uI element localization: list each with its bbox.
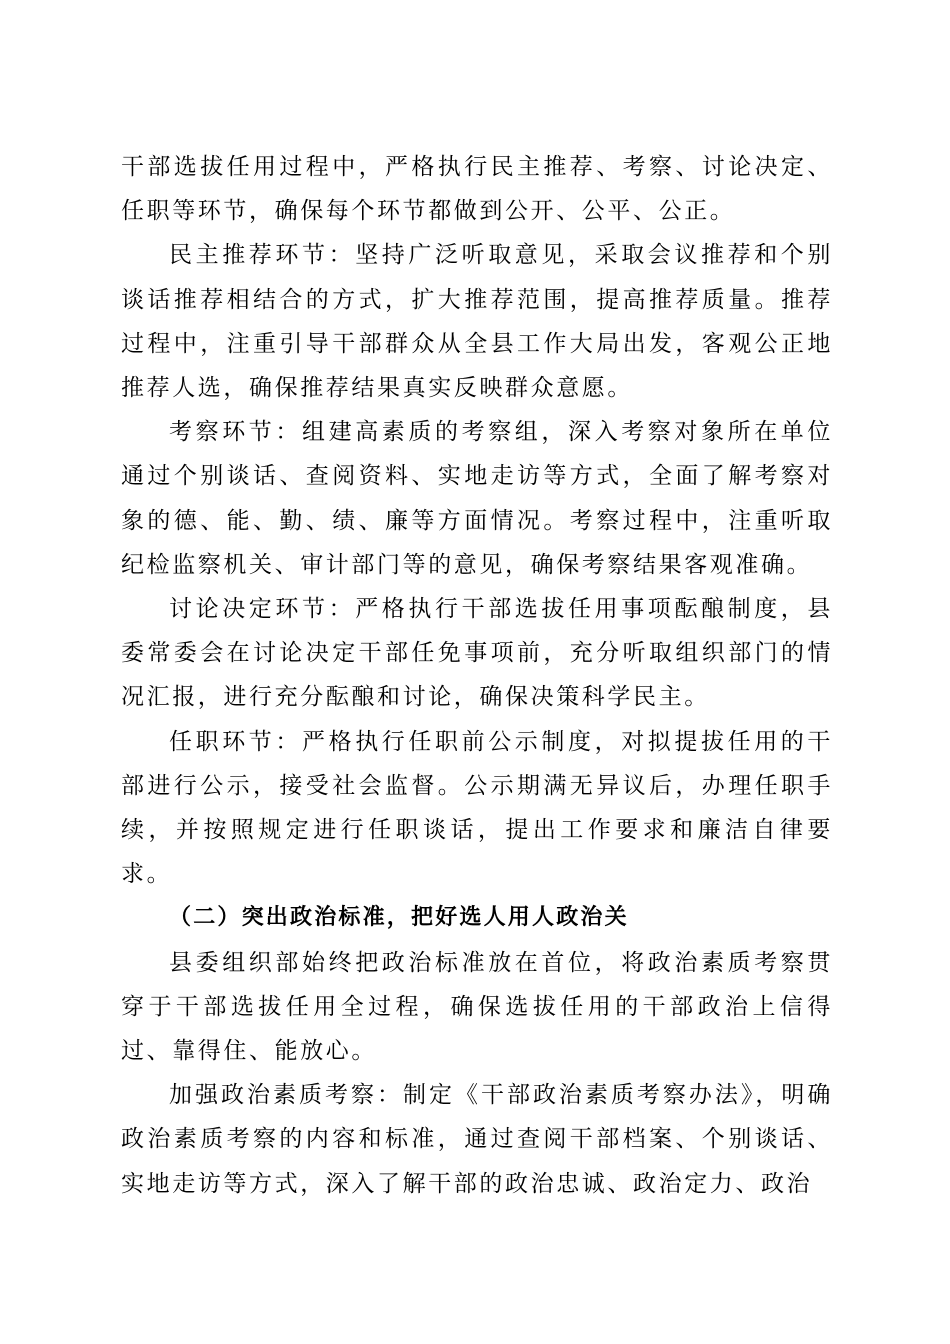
paragraph-democratic-recommendation: 民主推荐环节：坚持广泛听取意见，采取会议推荐和个别谈话推荐相结合的方式，扩大推荐范围，提高推荐质量。推荐过程中，注重引导干部群众从全县工作大局出发，客观公正地推荐人选，确保推荐结果真实反映群众意愿。 xyxy=(121,242,833,402)
paragraph-political-standard: 县委组织部始终把政治标准放在首位，将政治素质考察贯穿于干部选拔任用全过程，确保选拔任用的干部政治上信得过、靠得住、能放心。 xyxy=(121,949,833,1065)
paragraph-continuation: 干部选拔任用过程中，严格执行民主推荐、考察、讨论决定、任职等环节，确保每个环节都做到公开、公平、公正。 xyxy=(121,154,833,225)
paragraph-inspection: 考察环节：组建高素质的考察组，深入考察对象所在单位通过个别谈话、查阅资料、实地走访等方式，全面了解考察对象的德、能、勤、绩、廉等方面情况。考察过程中，注重听取纪检监察机关、审计部门等的意见，确保考察结果客观准确。 xyxy=(121,419,833,578)
section-heading: （二）突出政治标准，把好选人用人政治关 xyxy=(169,905,629,931)
paragraph-discussion-decision: 讨论决定环节：严格执行干部选拔任用事项酝酿制度，县委常委会在讨论决定干部任免事项前，充分听取组织部门的情况汇报，进行充分酝酿和讨论，确保决策科学民主。 xyxy=(121,596,833,711)
paragraph-appointment: 任职环节：严格执行任职前公示制度，对拟提拔任用的干部进行公示，接受社会监督。公示期满无异议后，办理任职手续，并按照规定进行任职谈话，提出工作要求和廉洁自律要求。 xyxy=(121,728,833,888)
document-body xyxy=(121,145,833,1206)
paragraph-political-quality-inspection: 加强政治素质考察：制定《干部政治素质考察办法》，明确政治素质考察的内容和标准，通过查阅干部档案、个别谈话、实地走访等方式，深入了解干部的政治忠诚、政治定力、政治 xyxy=(121,1082,833,1197)
